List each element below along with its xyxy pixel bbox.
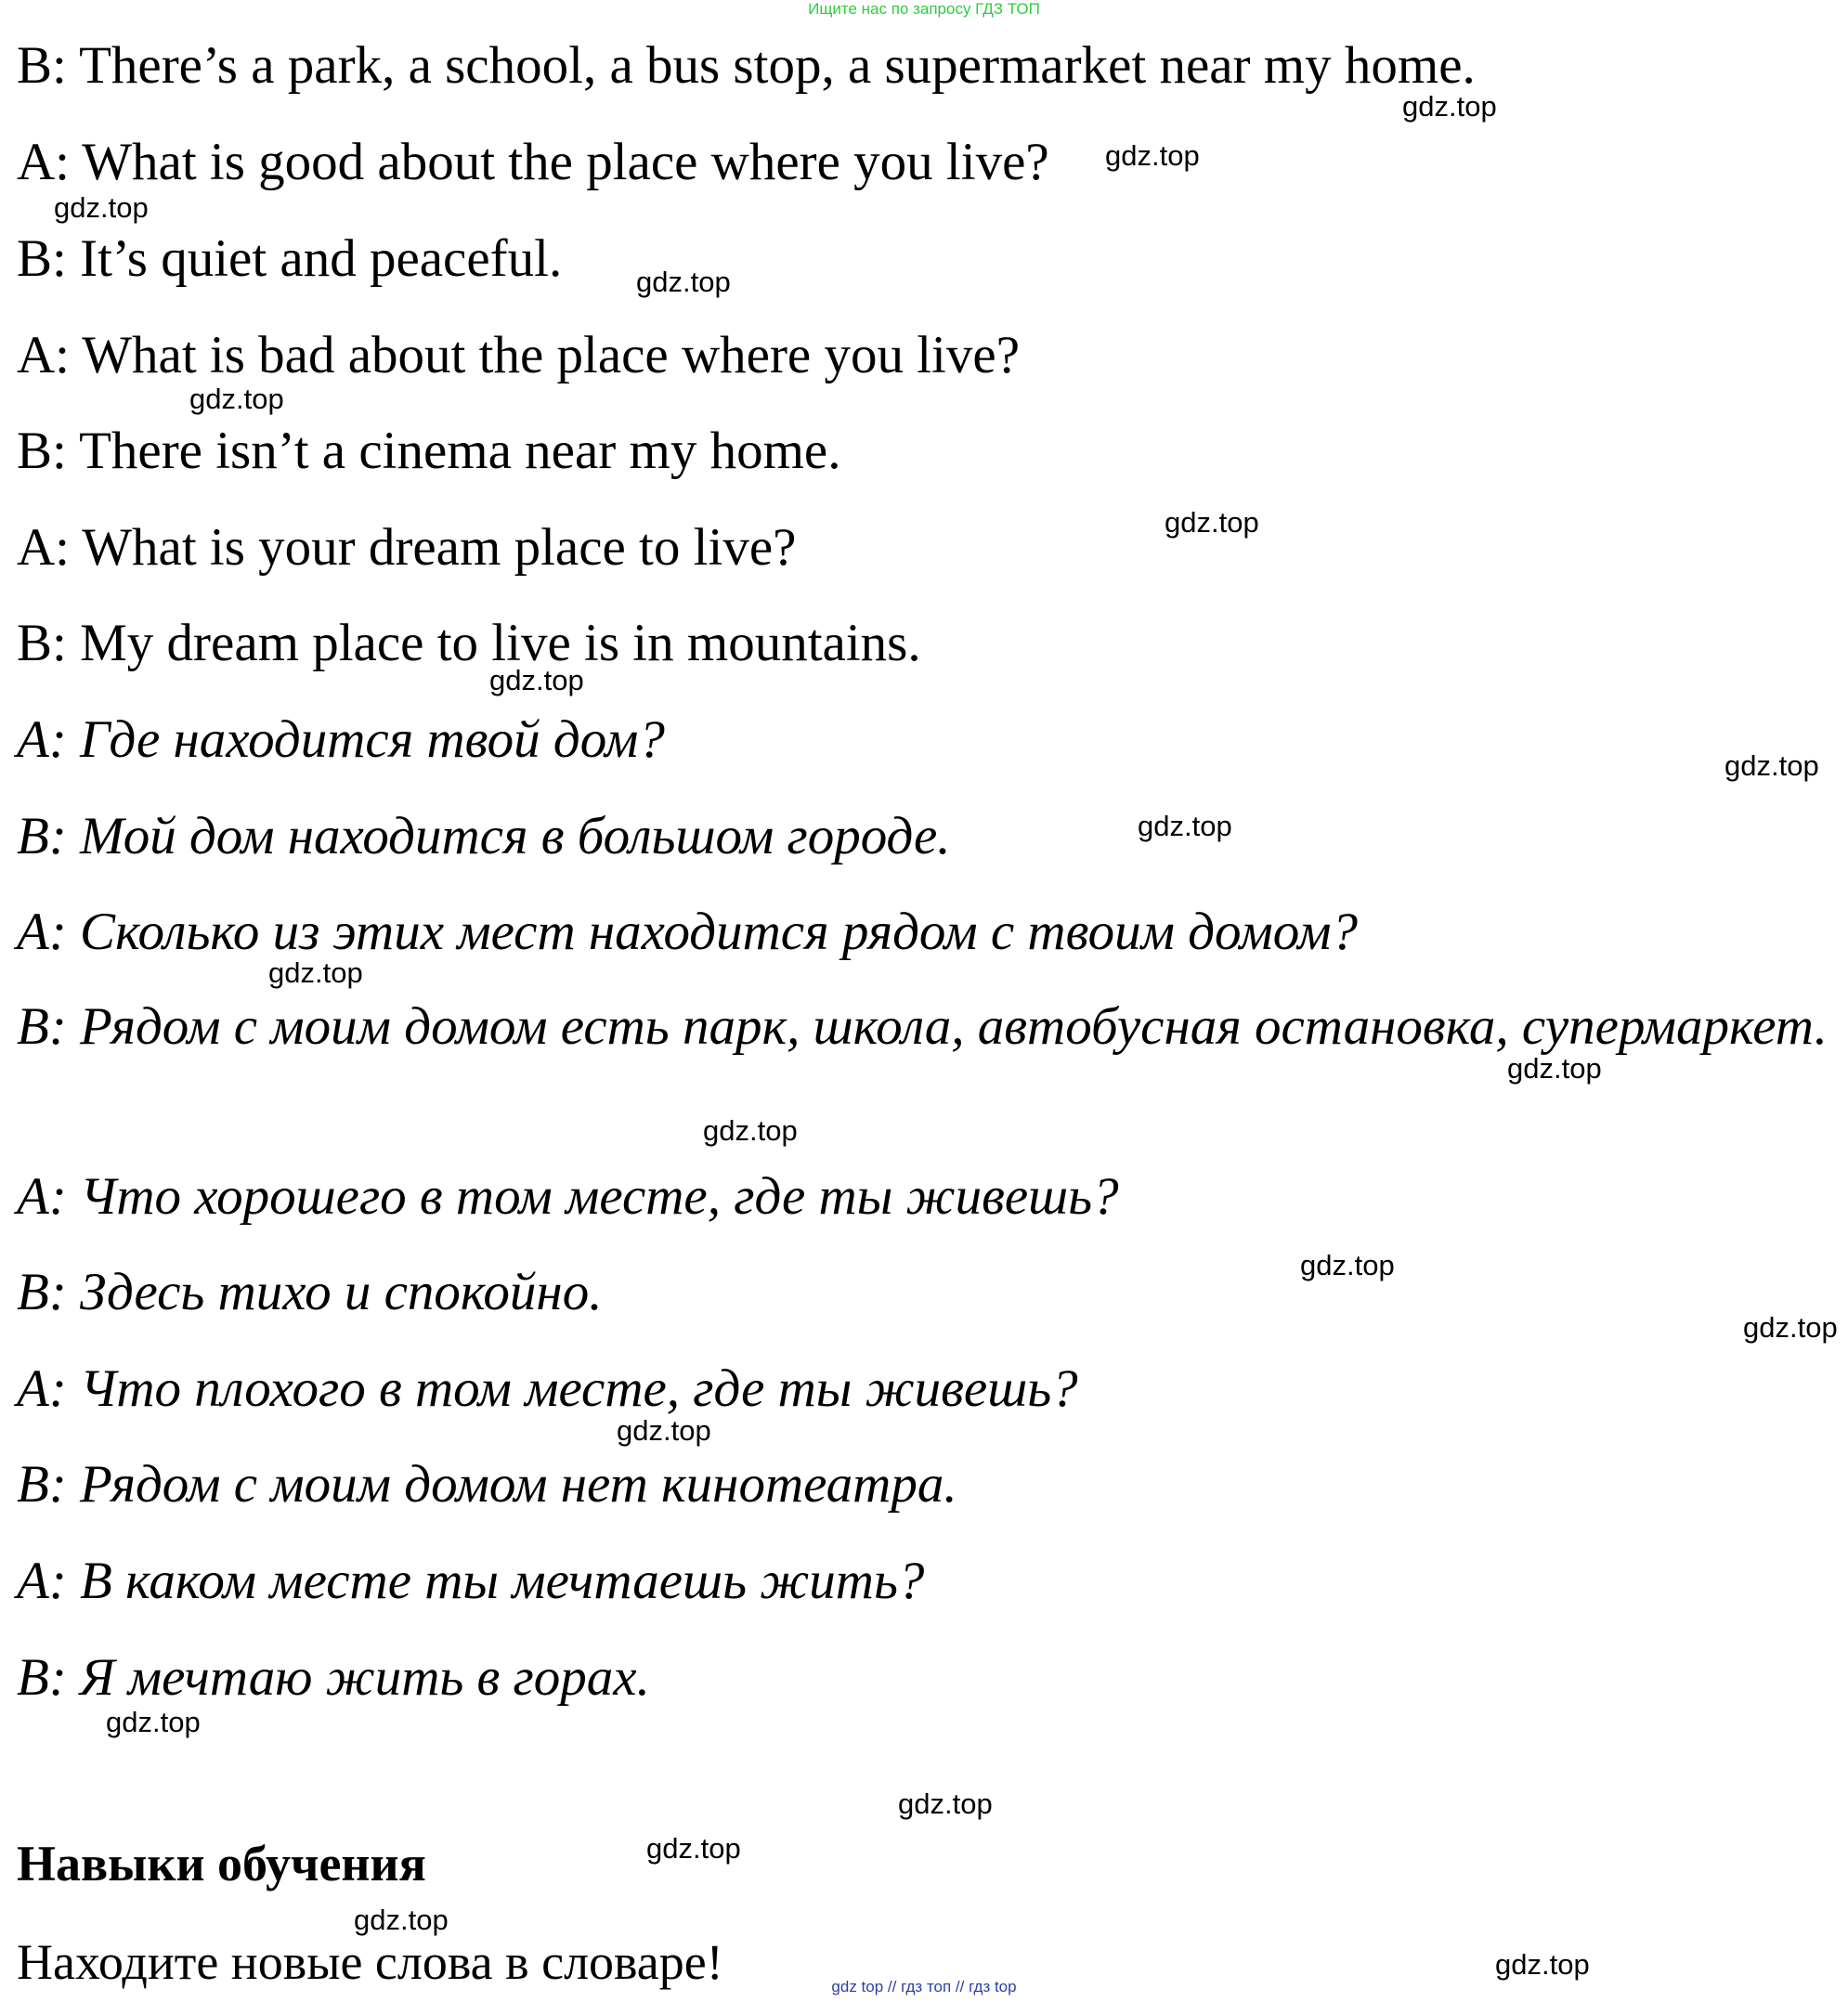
dialogue-line-ru-10: B: Я мечтаю жить в горах. <box>17 1648 650 1707</box>
section-text: Находите новые слова в словаре! <box>17 1934 723 1990</box>
watermark: gdz.top <box>354 1904 449 1936</box>
dialogue-line-ru-7: A: Что плохого в том месте, где ты живешь? <box>17 1359 1078 1418</box>
dialogue-line-en-7: B: My dream place to live is in mountains. <box>17 614 921 672</box>
dialogue-line-ru-9: A: В каком месте ты мечтаешь жить? <box>17 1552 925 1610</box>
dialogue-line-ru-2: B: Мой дом находится в большом городе. <box>17 807 951 865</box>
dialogue-line-ru-3: A: Сколько из этих мест находится рядом с твоим домом? <box>17 903 1358 961</box>
watermark: gdz.top <box>636 266 731 298</box>
watermark: gdz.top <box>106 1706 201 1738</box>
watermark: gdz.top <box>54 191 149 224</box>
dialogue-line-ru-5: A: Что хорошего в том месте, где ты живешь? <box>17 1167 1119 1226</box>
watermark: gdz.top <box>489 664 584 696</box>
watermark: gdz.top <box>703 1114 798 1147</box>
watermark: gdz.top <box>1105 139 1200 172</box>
dialogue-line-en-4: A: What is bad about the place where you live? <box>17 326 1020 384</box>
watermark: gdz.top <box>646 1832 741 1865</box>
search-hint: Ищите нас по запросу ГДЗ ТОП <box>808 0 1040 18</box>
dialogue-line-ru-1: A: Где находится твой дом? <box>17 710 665 769</box>
watermark: gdz.top <box>617 1414 711 1447</box>
watermark: gdz.top <box>268 956 363 989</box>
dialogue-line-en-3: B: It’s quiet and peaceful. <box>17 229 563 288</box>
watermark: gdz.top <box>1724 749 1819 782</box>
dialogue-line-ru-4: B: Рядом с моим домом есть парк, школа, автобусная остановка, супермаркет. <box>17 997 1828 1056</box>
dialogue-line-en-6: A: What is your dream place to live? <box>17 518 797 577</box>
watermark: gdz.top <box>1300 1249 1395 1281</box>
dialogue-line-en-5: B: There isn’t a cinema near my home. <box>17 422 841 480</box>
watermark: gdz.top <box>1402 90 1497 123</box>
section-heading: Навыки обучения <box>17 1836 426 1892</box>
footer-text: gdz top // гдз топ // гдз top <box>831 1978 1017 1996</box>
watermark: gdz.top <box>898 1788 993 1820</box>
dialogue-line-en-2: A: What is good about the place where you live? <box>17 133 1049 191</box>
dialogue-line-ru-8: B: Рядом с моим домом нет кинотеатра. <box>17 1455 957 1514</box>
watermark: gdz.top <box>1138 810 1232 842</box>
watermark: gdz.top <box>1165 506 1259 539</box>
watermark: gdz.top <box>1495 1948 1590 1981</box>
dialogue-line-en-1: B: There’s a park, a school, a bus stop, a supermarket near my home. <box>17 36 1476 95</box>
watermark: gdz.top <box>1743 1311 1838 1344</box>
watermark: gdz.top <box>189 383 284 415</box>
watermark: gdz.top <box>1507 1052 1602 1085</box>
dialogue-line-ru-6: B: Здесь тихо и спокойно. <box>17 1263 603 1321</box>
